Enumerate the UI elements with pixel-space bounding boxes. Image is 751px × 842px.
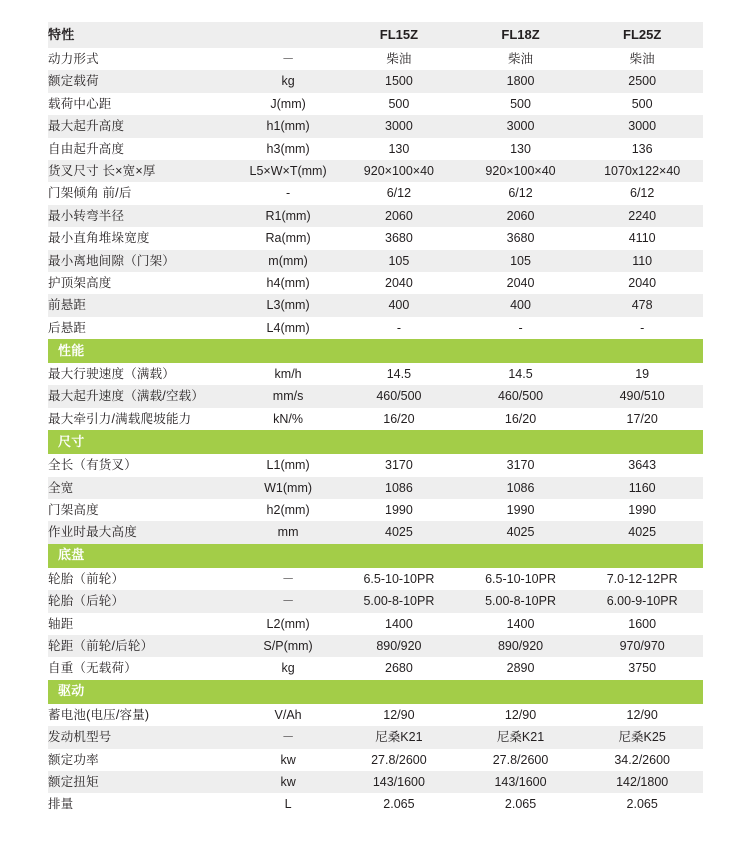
- row-label: 作业时最大高度: [48, 521, 238, 543]
- row-value-model-3: 尼桑K25: [581, 726, 703, 748]
- row-value-model-2: 1800: [460, 70, 582, 92]
- row-label: 自由起升高度: [48, 138, 238, 160]
- row-label: 最大行驶速度（满载）: [48, 363, 238, 385]
- row-label: 轮胎（后轮）: [48, 590, 238, 612]
- row-label: 最小直角堆垛宽度: [48, 227, 238, 249]
- row-unit: R1(mm): [238, 205, 338, 227]
- row-value-model-3: 2.065: [581, 793, 703, 815]
- row-value-model-1: 2680: [338, 657, 460, 679]
- row-value-model-1: 460/500: [338, 385, 460, 407]
- row-value-model-2: [460, 680, 582, 704]
- row-unit: [238, 339, 338, 363]
- row-value-model-1: 1500: [338, 70, 460, 92]
- row-value-model-1: [338, 430, 460, 454]
- row-label: 全宽: [48, 477, 238, 499]
- row-label: 最小转弯半径: [48, 205, 238, 227]
- row-label: 最大起升速度（满载/空载）: [48, 385, 238, 407]
- row-label: 额定扭矩: [48, 771, 238, 793]
- row-label: 轮胎（前轮）: [48, 568, 238, 590]
- row-value-model-1: 500: [338, 93, 460, 115]
- row-label: 动力形式: [48, 48, 238, 70]
- row-value-model-1: 130: [338, 138, 460, 160]
- table-row: [48, 568, 703, 590]
- row-unit: J(mm): [238, 93, 338, 115]
- row-value-model-2: 130: [460, 138, 582, 160]
- row-value-model-3: 柴油: [581, 48, 703, 70]
- row-value-model-1: 3170: [338, 454, 460, 476]
- row-unit: －: [238, 726, 338, 748]
- row-unit: [238, 680, 338, 704]
- row-label: 护顶架高度: [48, 272, 238, 294]
- row-value-model-3: 110: [581, 250, 703, 272]
- table-row: [48, 408, 703, 430]
- row-label: 后悬距: [48, 317, 238, 339]
- row-label: 自重（无载荷）: [48, 657, 238, 679]
- table-row: [48, 227, 703, 249]
- row-unit: mm/s: [238, 385, 338, 407]
- row-unit: S/P(mm): [238, 635, 338, 657]
- section-header-row: [48, 680, 703, 704]
- row-label: 最大起升高度: [48, 115, 238, 137]
- row-value-model-3: 3000: [581, 115, 703, 137]
- row-label: 前悬距: [48, 294, 238, 316]
- row-value-model-1: 14.5: [338, 363, 460, 385]
- row-label: 蓄电池(电压/容量): [48, 704, 238, 726]
- table-row: [48, 726, 703, 748]
- row-unit: L5×W×T(mm): [238, 160, 338, 182]
- row-value-model-3: 17/20: [581, 408, 703, 430]
- section-label: 性能: [48, 339, 238, 363]
- row-unit: h1(mm): [238, 115, 338, 137]
- row-value-model-1: 1086: [338, 477, 460, 499]
- table-header-row: [48, 22, 703, 48]
- row-value-model-1: 16/20: [338, 408, 460, 430]
- row-value-model-1: 105: [338, 250, 460, 272]
- row-value-model-3: 2500: [581, 70, 703, 92]
- row-value-model-3: 2240: [581, 205, 703, 227]
- row-value-model-2: 1990: [460, 499, 582, 521]
- row-value-model-3: [581, 339, 703, 363]
- row-value-model-3: -: [581, 317, 703, 339]
- row-value-model-2: 105: [460, 250, 582, 272]
- row-value-model-1: 12/90: [338, 704, 460, 726]
- row-value-model-2: 尼桑K21: [460, 726, 582, 748]
- table-row: [48, 521, 703, 543]
- table-row: [48, 250, 703, 272]
- row-value-model-2: 柴油: [460, 48, 582, 70]
- table-row: [48, 771, 703, 793]
- table-row: [48, 657, 703, 679]
- row-value-model-2: 460/500: [460, 385, 582, 407]
- table-row: [48, 115, 703, 137]
- row-value-model-3: 1070x122×40: [581, 160, 703, 182]
- section-header-row: [48, 430, 703, 454]
- row-value-model-1: 27.8/2600: [338, 749, 460, 771]
- row-label: 发动机型号: [48, 726, 238, 748]
- row-unit: kw: [238, 771, 338, 793]
- row-unit: W1(mm): [238, 477, 338, 499]
- row-value-model-1: 1400: [338, 613, 460, 635]
- table-row: [48, 499, 703, 521]
- row-value-model-2: 3680: [460, 227, 582, 249]
- row-value-model-2: 920×100×40: [460, 160, 582, 182]
- table-row: [48, 454, 703, 476]
- row-value-model-1: [338, 544, 460, 568]
- row-label: 全长（有货叉）: [48, 454, 238, 476]
- row-value-model-3: 490/510: [581, 385, 703, 407]
- row-value-model-1: 柴油: [338, 48, 460, 70]
- row-value-model-1: [338, 680, 460, 704]
- row-unit: mm: [238, 521, 338, 543]
- row-value-model-1: 2060: [338, 205, 460, 227]
- row-value-model-2: 3000: [460, 115, 582, 137]
- row-value-model-2: 6/12: [460, 182, 582, 204]
- header-model-1: FL15Z: [338, 22, 460, 48]
- row-unit: －: [238, 590, 338, 612]
- row-value-model-1: [338, 339, 460, 363]
- row-value-model-2: 1086: [460, 477, 582, 499]
- row-label: 门架高度: [48, 499, 238, 521]
- row-value-model-3: 1160: [581, 477, 703, 499]
- row-label: 额定功率: [48, 749, 238, 771]
- row-unit: L1(mm): [238, 454, 338, 476]
- table-row: [48, 749, 703, 771]
- row-label: 轴距: [48, 613, 238, 635]
- row-label: 额定载荷: [48, 70, 238, 92]
- row-value-model-1: 4025: [338, 521, 460, 543]
- row-value-model-2: 2060: [460, 205, 582, 227]
- row-value-model-2: 12/90: [460, 704, 582, 726]
- row-value-model-2: 3170: [460, 454, 582, 476]
- table-row: [48, 590, 703, 612]
- table-row: [48, 613, 703, 635]
- table-row: [48, 793, 703, 815]
- row-value-model-1: 3680: [338, 227, 460, 249]
- row-unit: [238, 544, 338, 568]
- row-value-model-1: 1990: [338, 499, 460, 521]
- table-row: [48, 385, 703, 407]
- row-unit: kg: [238, 657, 338, 679]
- row-value-model-2: 1400: [460, 613, 582, 635]
- row-value-model-3: 34.2/2600: [581, 749, 703, 771]
- row-value-model-2: 4025: [460, 521, 582, 543]
- row-unit: [238, 430, 338, 454]
- row-unit: kw: [238, 749, 338, 771]
- row-label: 载荷中心距: [48, 93, 238, 115]
- header-model-2: FL18Z: [460, 22, 582, 48]
- row-unit: L3(mm): [238, 294, 338, 316]
- row-unit: h2(mm): [238, 499, 338, 521]
- row-value-model-2: 400: [460, 294, 582, 316]
- table-row: [48, 138, 703, 160]
- row-value-model-3: 1990: [581, 499, 703, 521]
- row-value-model-2: [460, 339, 582, 363]
- row-value-model-3: 1600: [581, 613, 703, 635]
- row-value-model-3: 3643: [581, 454, 703, 476]
- row-value-model-3: [581, 430, 703, 454]
- table-row: [48, 635, 703, 657]
- row-label: 货叉尺寸 长×宽×厚: [48, 160, 238, 182]
- row-value-model-1: 920×100×40: [338, 160, 460, 182]
- row-unit: L: [238, 793, 338, 815]
- row-value-model-3: [581, 544, 703, 568]
- row-unit: kg: [238, 70, 338, 92]
- table-row: [48, 317, 703, 339]
- row-value-model-3: 2040: [581, 272, 703, 294]
- row-value-model-2: 890/920: [460, 635, 582, 657]
- row-value-model-1: 2040: [338, 272, 460, 294]
- row-unit: -: [238, 182, 338, 204]
- section-label: 底盘: [48, 544, 238, 568]
- row-value-model-3: 7.0-12-12PR: [581, 568, 703, 590]
- row-value-model-3: 12/90: [581, 704, 703, 726]
- row-value-model-3: 136: [581, 138, 703, 160]
- row-value-model-1: 6/12: [338, 182, 460, 204]
- row-unit: km/h: [238, 363, 338, 385]
- row-value-model-1: 6.5-10-10PR: [338, 568, 460, 590]
- row-value-model-3: 4110: [581, 227, 703, 249]
- row-value-model-2: 14.5: [460, 363, 582, 385]
- row-unit: Ra(mm): [238, 227, 338, 249]
- table-body: [48, 22, 703, 816]
- row-value-model-3: 3750: [581, 657, 703, 679]
- row-value-model-2: 6.5-10-10PR: [460, 568, 582, 590]
- section-header-row: [48, 544, 703, 568]
- table-row: [48, 70, 703, 92]
- row-value-model-3: 500: [581, 93, 703, 115]
- row-value-model-3: 142/1800: [581, 771, 703, 793]
- header-feature-label: 特性: [48, 22, 238, 48]
- row-unit: L2(mm): [238, 613, 338, 635]
- row-unit: －: [238, 48, 338, 70]
- row-unit: m(mm): [238, 250, 338, 272]
- row-value-model-3: 19: [581, 363, 703, 385]
- row-value-model-3: 6.00-9-10PR: [581, 590, 703, 612]
- row-value-model-3: 478: [581, 294, 703, 316]
- row-value-model-1: 143/1600: [338, 771, 460, 793]
- table-row: [48, 93, 703, 115]
- section-header-row: [48, 339, 703, 363]
- specification-table: [48, 22, 703, 816]
- row-value-model-2: 5.00-8-10PR: [460, 590, 582, 612]
- section-label: 驱动: [48, 680, 238, 704]
- row-label: 门架倾角 前/后: [48, 182, 238, 204]
- row-value-model-1: -: [338, 317, 460, 339]
- row-label: 轮距（前轮/后轮）: [48, 635, 238, 657]
- row-unit: V/Ah: [238, 704, 338, 726]
- row-value-model-2: [460, 430, 582, 454]
- row-value-model-1: 2.065: [338, 793, 460, 815]
- row-value-model-2: -: [460, 317, 582, 339]
- row-value-model-2: 2890: [460, 657, 582, 679]
- row-value-model-1: 890/920: [338, 635, 460, 657]
- table-row: [48, 294, 703, 316]
- table-row: [48, 272, 703, 294]
- table-row: [48, 182, 703, 204]
- table-row: [48, 48, 703, 70]
- header-unit-label: [238, 22, 338, 48]
- section-label: 尺寸: [48, 430, 238, 454]
- row-unit: L4(mm): [238, 317, 338, 339]
- row-value-model-3: 970/970: [581, 635, 703, 657]
- table-row: [48, 363, 703, 385]
- table-row: [48, 205, 703, 227]
- row-value-model-3: 4025: [581, 521, 703, 543]
- table-row: [48, 704, 703, 726]
- row-label: 最小离地间隙（门架）: [48, 250, 238, 272]
- row-value-model-3: 6/12: [581, 182, 703, 204]
- row-unit: kN/%: [238, 408, 338, 430]
- row-label: 排量: [48, 793, 238, 815]
- row-value-model-1: 3000: [338, 115, 460, 137]
- row-value-model-1: 400: [338, 294, 460, 316]
- row-value-model-1: 尼桑K21: [338, 726, 460, 748]
- row-value-model-1: 5.00-8-10PR: [338, 590, 460, 612]
- row-value-model-2: 2040: [460, 272, 582, 294]
- row-value-model-3: [581, 680, 703, 704]
- row-unit: h4(mm): [238, 272, 338, 294]
- row-value-model-2: 2.065: [460, 793, 582, 815]
- table-row: [48, 477, 703, 499]
- row-value-model-2: 500: [460, 93, 582, 115]
- table-row: [48, 160, 703, 182]
- row-value-model-2: 143/1600: [460, 771, 582, 793]
- header-model-3: FL25Z: [581, 22, 703, 48]
- row-value-model-2: 27.8/2600: [460, 749, 582, 771]
- row-unit: －: [238, 568, 338, 590]
- row-value-model-2: [460, 544, 582, 568]
- row-label: 最大牵引力/满载爬坡能力: [48, 408, 238, 430]
- row-value-model-2: 16/20: [460, 408, 582, 430]
- row-unit: h3(mm): [238, 138, 338, 160]
